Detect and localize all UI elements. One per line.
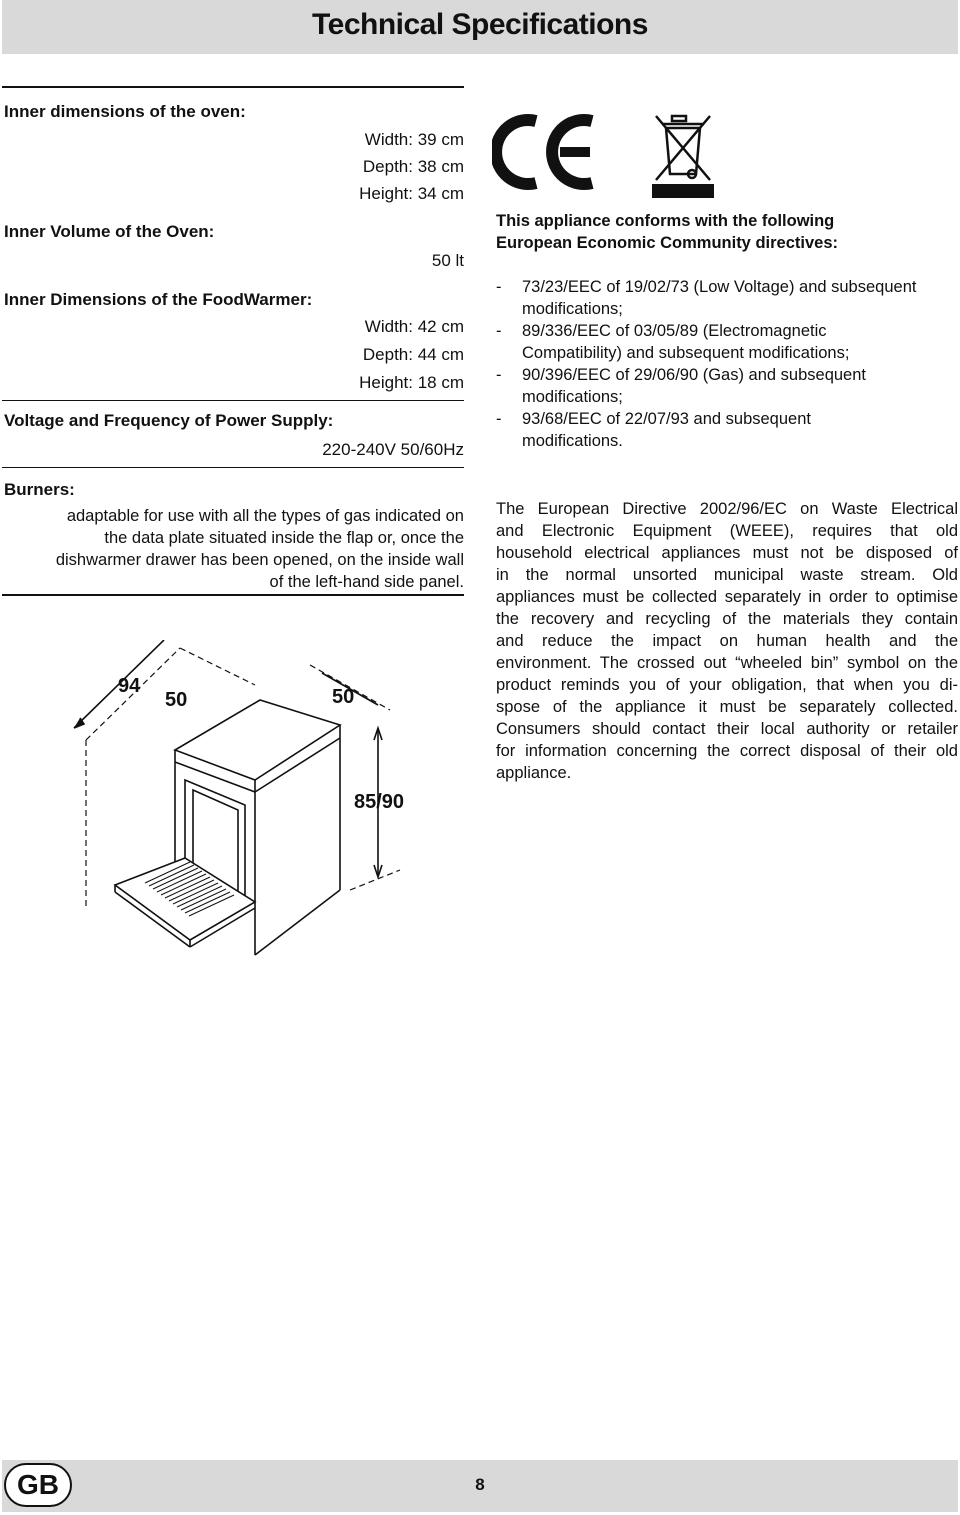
directive-dash: - — [496, 278, 502, 296]
directive-item — [496, 320, 958, 364]
dim-depth-label: 94 — [118, 675, 141, 697]
oven-depth-value: Depth: 38 cm — [362, 157, 464, 176]
directive-dash: - — [496, 366, 502, 384]
weee-line: and reduce the impact on human health and the — [496, 632, 958, 650]
foodwarmer-width-value: Width: 42 cm — [364, 317, 464, 336]
directive-text: 90/396/EEC of 29/06/90 (Gas) and subsequent — [522, 366, 866, 384]
oven-volume-value: 50 lt — [431, 251, 464, 270]
divider-power — [2, 400, 464, 401]
weee-line: in the normal unsorted municipal waste stream. Old — [496, 566, 958, 584]
burners-line: of the left-hand side panel. — [269, 573, 464, 591]
directive-text: modifications. — [522, 432, 623, 450]
burners-description — [4, 505, 464, 593]
burners-line: the data plate situated inside the flap or, once the — [104, 529, 464, 547]
weee-line: for information concerning the correct disposal of their old — [496, 742, 958, 760]
directive-text: 93/68/EEC of 22/07/93 and subsequent — [522, 410, 811, 428]
divider-top — [2, 86, 464, 88]
dim-height-label: 85/90 — [354, 791, 405, 813]
weee-line: environment. The crossed out “wheeled bin” symbol on the — [496, 654, 958, 672]
directive-dash: - — [496, 322, 502, 340]
weee-line: Consumers should contact their local authority or retailer — [496, 720, 958, 738]
weee-line: The European Directive 2002/96/EC on Waste Electrical — [496, 500, 958, 518]
burners-line: adaptable for use with all the types of gas indicated on — [66, 507, 464, 525]
page-number: 8 — [475, 1475, 485, 1494]
directive-text: 89/336/EEC of 03/05/89 (Electromagnetic — [522, 322, 827, 340]
weee-paragraph — [496, 498, 958, 784]
country-badge: GB — [4, 1463, 72, 1507]
page-title: Technical Specifications — [312, 8, 648, 41]
weee-line: household electrical appliances must not be disposed of — [496, 544, 958, 562]
oven-dimensions-label: Inner dimensions of the oven: — [4, 102, 246, 121]
directive-item — [496, 408, 958, 452]
foodwarmer-height-value: Height: 18 cm — [359, 373, 464, 392]
divider-burners — [2, 467, 464, 468]
directive-dash: - — [496, 410, 502, 428]
burners-line: dishwarmer drawer has been opened, on the inside wall — [55, 551, 464, 569]
directive-text: modifications; — [522, 300, 623, 318]
directive-item — [496, 364, 958, 408]
weee-line: product reminds you of your obligation, that when you di- — [496, 676, 958, 694]
directive-text: 73/23/EEC of 19/02/73 (Low Voltage) and subsequent — [522, 278, 917, 296]
divider-bottom — [2, 594, 464, 596]
cooker-dimension-diagram — [60, 640, 440, 960]
power-supply-value: 220-240V 50/60Hz — [322, 440, 464, 459]
weee-line: and Electronic Equipment (WEEE), requires that old — [496, 522, 958, 540]
foodwarmer-dimensions-label: Inner Dimensions of the FoodWarmer: — [4, 290, 313, 309]
compliance-heading-line: This appliance conforms with the following — [496, 212, 835, 230]
oven-width-value: Width: 39 cm — [364, 130, 464, 149]
ce-mark-icon — [492, 113, 600, 191]
weee-line: spose of the appliance it must be separately collected. — [496, 698, 958, 716]
weee-line: appliance. — [496, 764, 572, 782]
weee-line: appliances must be collected separately in order to optimise — [496, 588, 958, 606]
directive-text: modifications; — [522, 388, 623, 406]
directive-text: Compatibility) and subsequent modifications; — [522, 344, 850, 362]
compliance-heading-line: European Economic Community directives: — [496, 234, 838, 252]
crossed-out-wheeled-bin-icon — [652, 112, 714, 198]
directive-item — [496, 276, 958, 320]
compliance-heading — [496, 210, 838, 254]
burners-label: Burners: — [4, 480, 75, 499]
dim-width-label-right: 50 — [332, 686, 355, 708]
foodwarmer-depth-value: Depth: 44 cm — [362, 345, 464, 364]
power-supply-label: Voltage and Frequency of Power Supply: — [4, 411, 334, 430]
dim-width-label-left: 50 — [165, 689, 188, 711]
oven-volume-label: Inner Volume of the Oven: — [4, 222, 215, 241]
oven-height-value: Height: 34 cm — [359, 184, 464, 203]
weee-line: the recovery and recycling of the materials they contain — [496, 610, 958, 628]
